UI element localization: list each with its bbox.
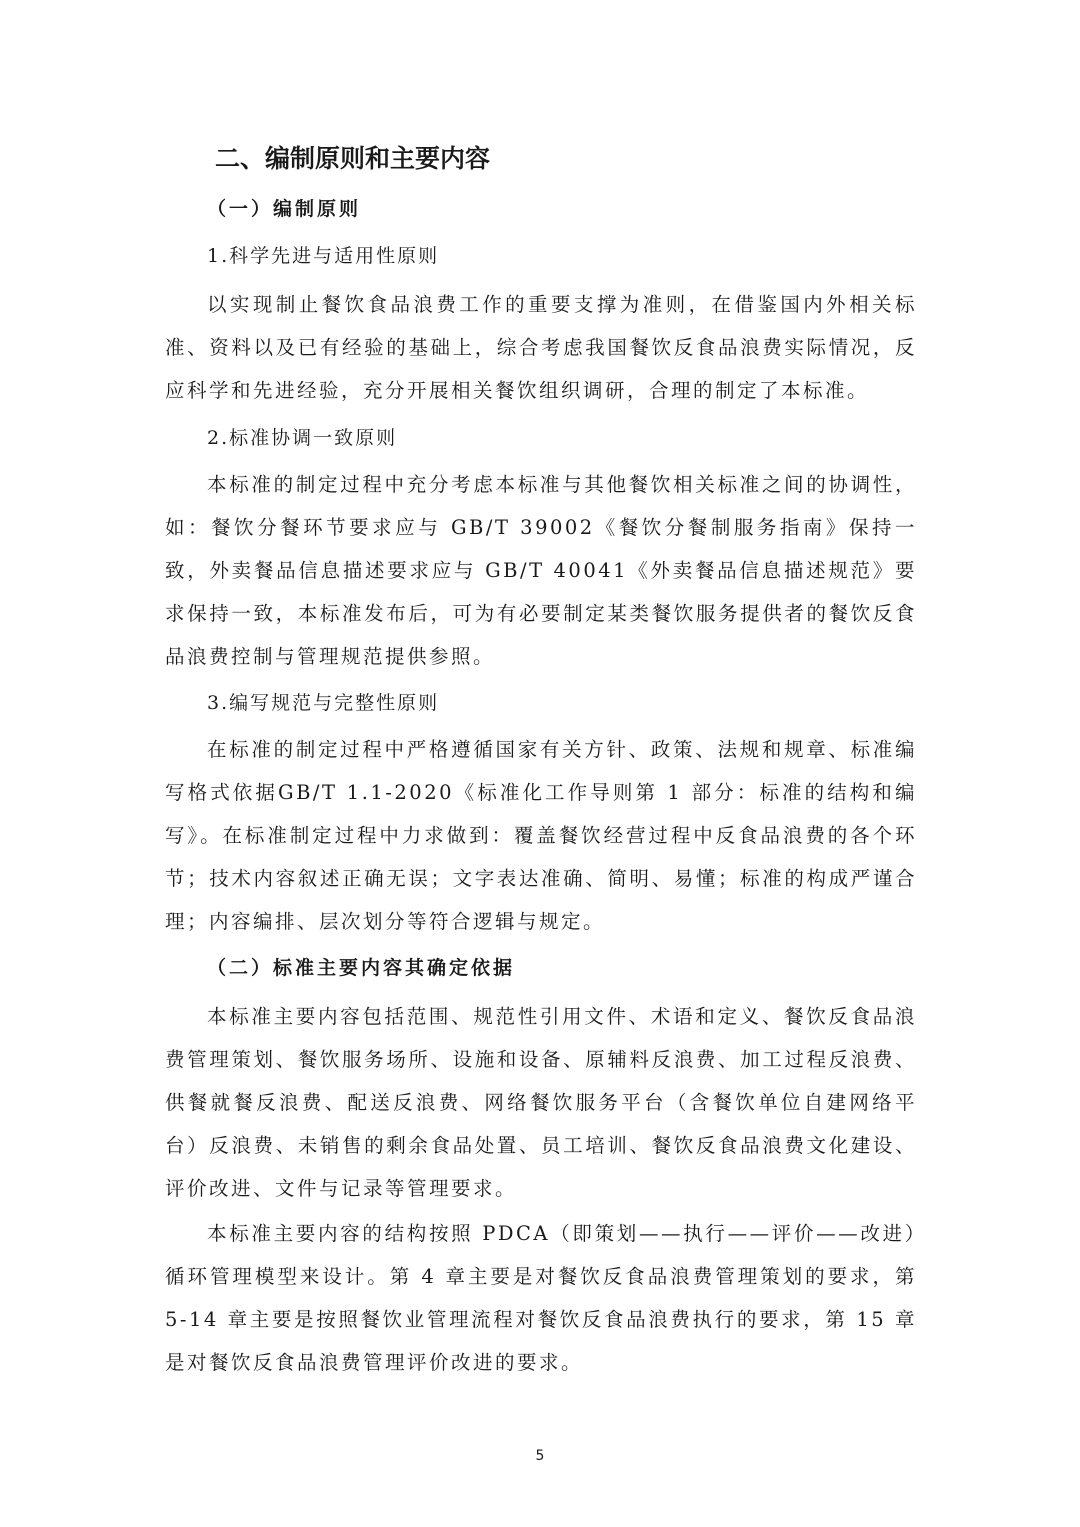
principle-paragraph-1: 以实现制止餐饮食品浪费工作的重要支撑为准则，在借鉴国内外相关标准、资料以及已有经验的基础上，综合考虑我国餐饮反食品浪费实际情况，反应科学和先进经验，充分开展相关餐饮组织调研，合理的制定了本标准。 <box>165 293 917 402</box>
content-paragraph-2: 本标准主要内容的结构按照 PDCA（即策划——执行——评价——改进）循环管理模型来设计。第 4 章主要是对餐饮反食品浪费管理策划的要求，第 5-14 章主要是按照餐饮业管理流程对餐饮反食品浪费执行的要求，第 15 章是对餐饮反食品浪费管理评价改进的要求。 <box>165 1222 917 1374</box>
content-paragraph-1: 本标准主要内容包括范围、规范性引用文件、术语和定义、餐饮反食品浪费管理策划、餐饮服务场所、设施和设备、原辅料反浪费、加工过程反浪费、供餐就餐反浪费、配送反浪费、网络餐饮服务平台（含餐饮单位自建网络平台）反浪费、未销售的剩余食品处置、员工培训、餐饮反食品浪费文化建设、评价改进、文件与记录等管理要求。 <box>165 1005 917 1200</box>
principle-paragraph-3: 在标准的制定过程中严格遵循国家有关方针、政策、法规和规章、标准编写格式依据GB/T 1.1-2020《标准化工作导则第 1 部分：标准的结构和编写》。在标准制定过程中力求做到：覆盖餐饮经营过程中反食品浪费的各个环节；技术内容叙述正确无误；文字表达准确、简明、易懂；标准的构成严谨合理；内容编排、层次划分等符合逻辑与规定。 <box>165 738 917 933</box>
principle-heading-2: 2.标准协调一致原则 <box>207 427 398 449</box>
principle-paragraph-2: 本标准的制定过程中充分考虑本标准与其他餐饮相关标准之间的协调性，如：餐饮分餐环节要求应与 GB/T 39002《餐饮分餐制服务指南》保持一致，外卖餐品信息描述要求应与 GB/T 40041《外卖餐品信息描述规范》要求保持一致，本标准发布后，可为有必要制定某类餐饮服务提供者的餐饮反食品浪费控制与管理规范提供参照。 <box>165 473 917 668</box>
section-title: 二、编制原则和主要内容 <box>215 144 491 173</box>
page-number: 5 <box>535 1448 545 1464</box>
principle-heading-3: 3.编写规范与完整性原则 <box>207 692 440 714</box>
subsection-title-content: （二）标准主要内容其确定依据 <box>207 957 516 979</box>
principle-heading-1: 1.科学先进与适用性原则 <box>207 245 440 267</box>
subsection-title-principles: （一）编制原则 <box>207 198 362 220</box>
